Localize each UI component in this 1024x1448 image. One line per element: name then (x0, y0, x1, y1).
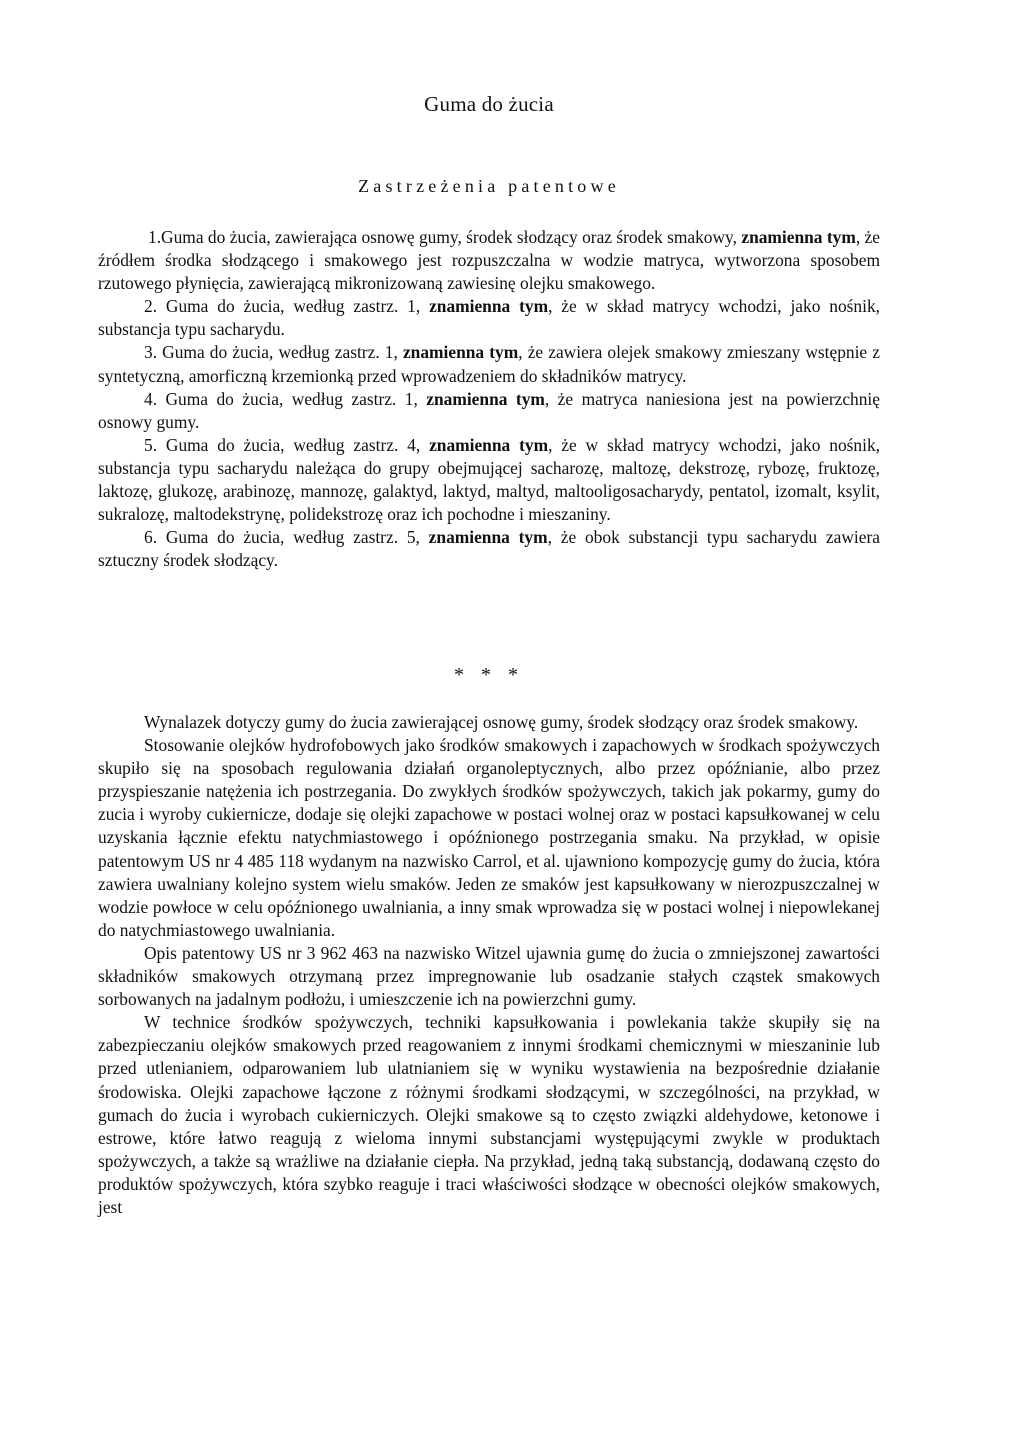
claim-text: , że matryca naniesiona jest na powierzchnię osnowy gumy. (98, 388, 880, 432)
claim-text: , że w skład matrycy wchodzi, jako nośnik, substancja typu sacharydu należąca do grupy obejmującej sacharozę, maltozę, dekstrozę, rybozę, fruktozę, laktozę, glukozę, arabinozę, mannozę, galaktyd, laktyd, maltyd, maltooligosacharydy, pentatol, izomalt, ksylit, sukralozę, maltodekstrynę, polidekstrozę oraz ich pochodne i mieszaniny. (98, 434, 880, 525)
section-separator: * * * (454, 664, 524, 686)
claim-paragraph (98, 341, 880, 387)
claim-text: , że obok substancji typu sacharydu zawiera sztuczny środek słodzący. (98, 527, 880, 571)
claim-keyword: znamienna tym (402, 342, 519, 363)
claims-list (98, 226, 880, 572)
description-body (98, 711, 880, 1219)
claim-lead: 3. Guma do żucia, według zastrz. 1, (144, 342, 403, 363)
claim-paragraph (98, 434, 880, 526)
claim-paragraph (98, 388, 880, 434)
claims-heading: Zastrzeżenia patentowe (358, 176, 620, 196)
claim-keyword: znamienna tym (429, 296, 549, 317)
claim-text: , że w skład matrycy wchodzi, jako nośnik, substancja typu sacharydu. (98, 296, 880, 340)
claim-text: , że zawiera olejek smakowy zmieszany wstępnie z syntetyczną, amorficzną krzemionką przed wprowadzeniem do składników matrycy. (98, 342, 880, 386)
claim-text: , że źródłem środka słodzącego i smakowego jest rozpuszczalna w wodzie matryca, wytworzona sposobem rzutowego płynięcia, zawierającą mikronizowaną zawiesinę olejku smakowego. (98, 227, 880, 294)
claim-keyword: znamienna tym (428, 527, 548, 548)
claim-paragraph (98, 295, 880, 341)
description-paragraph: Opis patentowy US nr 3 962 463 na nazwisko Witzel ujawnia gumę do żucia o zmniejszonej zawartości składników smakowych otrzymaną przez impregnowanie lub osadzanie stałych cząstek smakowych sorbowanych na jadalnym podłożu, i umieszczenie ich na powierzchni gumy. (98, 942, 880, 1010)
claim-paragraph (98, 526, 880, 572)
claim-paragraph (98, 226, 880, 295)
description-paragraph: Wynalazek dotyczy gumy do żucia zawierającej osnowę gumy, środek słodzący oraz środek smakowy. (144, 712, 859, 732)
claim-lead: 1.Guma do żucia, zawierająca osnowę gumy, środek słodzący oraz środek smakowy, (148, 227, 742, 247)
claim-keyword: znamienna tym (426, 388, 545, 409)
claim-lead: 2. Guma do żucia, według zastrz. 1, (144, 296, 430, 317)
claim-lead: 5. Guma do żucia, według zastrz. 4, (144, 434, 430, 455)
claim-keyword: znamienna tym (741, 227, 856, 247)
claim-lead: 4. Guma do żucia, według zastrz. 1, (144, 388, 427, 409)
description-paragraph: Stosowanie olejków hydrofobowych jako środków smakowych i zapachowych w środkach spożywczych skupiło się na sposobach regulowania działań organoleptycznych, albo przez opóźnianie, albo przez przyspieszanie natężenia ich postrzegania. Do zwykłych środków spożywczych, takich jak pokarmy, gumy do zucia i wyroby cukiernicze, dodaje się olejki zapachowe w postaci wolnej oraz w postaci kapsułkowanej w celu uzyskania łącznie efektu natychmiastowego i opóźnionego postrzegania smaku. Na przykład, w opisie patentowym US nr 4 485 118 wydanym na nazwisko Carrol, et al. ujawniono kompozycję gumy do żucia, która zawiera uwalniany kolejno system wielu smaków. Jeden ze smaków jest kapsułkowany w nierozpuszczalnej w wodzie powłoce w celu opóźnionego uwalniania, a inny smak wprowadza się w postaci wolnej i niepowlekanej do natychmiastowego uwalniania. (98, 735, 880, 940)
description-paragraph: W technice środków spożywczych, techniki kapsułkowania i powlekania także skupiły się na zabezpieczaniu olejków smakowych przed reagowaniem z innymi środkami chemicznymi w mieszaninie lub przed utlenianiem, odparowaniem lub ulatnianiem się w wyniku wystawienia na bezpośrednie działanie środowiska. Olejki zapachowe łączone z różnymi środkami słodzącymi, w szczególności, na przykład, w gumach do żucia i wyrobach cukierniczych. Olejki smakowe są to często związki aldehydowe, ketonowe i estrowe, które łatwo reagują z wieloma innymi substancjami występującymi zwykle w produktach spożywczych, a także są wrażliwe na działanie ciepła. Na przykład, jedną taką substancją, dodawaną często do produktów spożywczych, która szybko reaguje i traci właściwości słodzące w obecności olejków smakowych, jest (98, 1012, 880, 1217)
document-page (98, 0, 880, 1448)
claim-keyword: znamienna tym (429, 434, 549, 455)
document-title: Guma do żucia (424, 92, 554, 116)
claim-lead: 6. Guma do żucia, według zastrz. 5, (144, 527, 429, 548)
